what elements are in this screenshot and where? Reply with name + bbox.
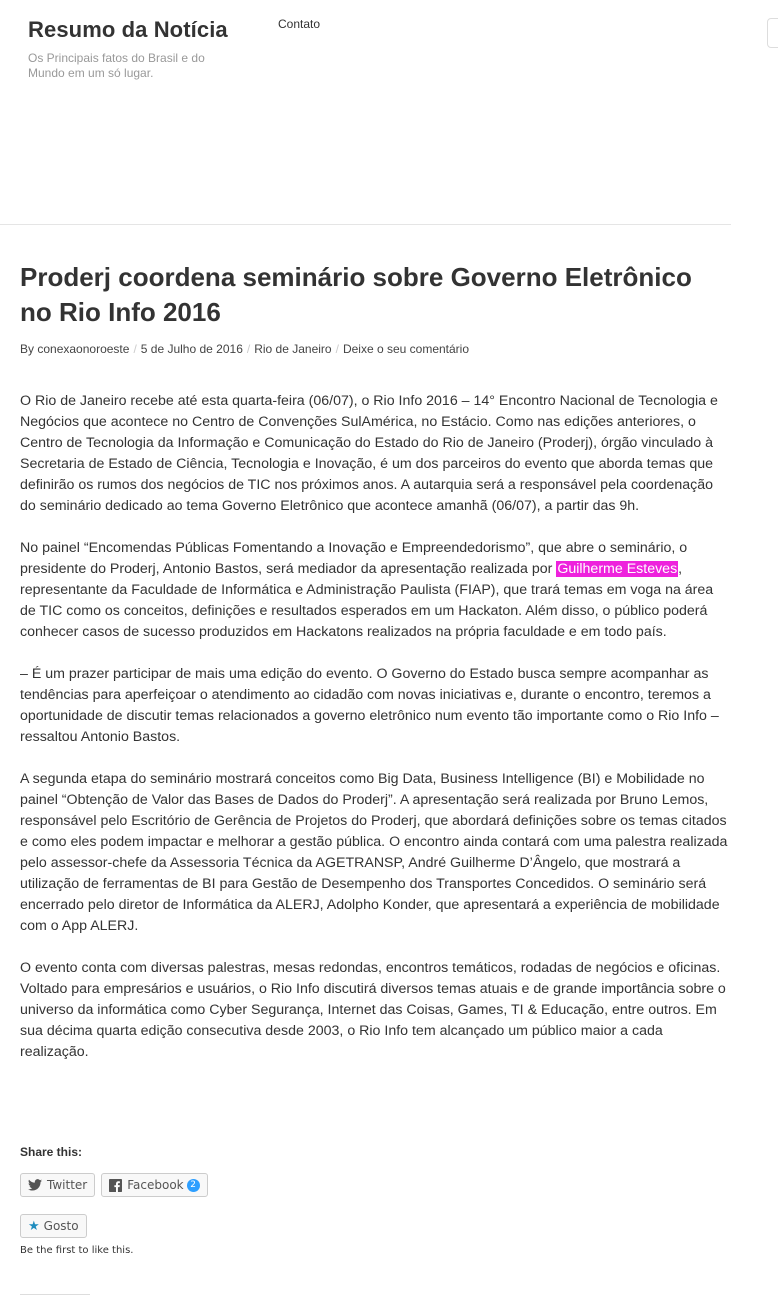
facebook-icon [109, 1179, 122, 1192]
post-meta [20, 342, 469, 356]
paragraph-5: O evento conta com diversas palestras, mesas redondas, encontros temáticos, rodadas de negócios e oficinas. Voltado para empresários e usuários, o Rio Info discutirá diversos temas atuais e de grande importância sobre o universo da informática como Cyber Segurança, Internet das Coisas, Games, TI & Educação, entre outros. Em sua décima quarta edição consecutiva desde 2003, o Rio Info tem alcançado um público maior a cada realização. [20, 960, 726, 1060]
meta-author-link[interactable]: conexaonoroeste [37, 342, 130, 356]
site-title[interactable]: Resumo da Notícia [28, 17, 228, 42]
footer-divider [20, 1294, 90, 1295]
post-title: Proderj coordena seminário sobre Governo Eletrônico no Rio Info 2016 [20, 262, 692, 327]
post-content [20, 391, 732, 1084]
paragraph-4: A segunda etapa do seminário mostrará conceitos como Big Data, Business Intelligence (BI) e Mobilidade no painel “Obtenção de Valor das Bases de Dados do Proderj”. A apresentação será realizada por Bruno Lemos, responsável pelo Escritório de Gerência de Projetos do Proderj, que abordará definições sobre os temas citados e como eles podem impactar e melhorar a gestão pública. O encontro ainda contará com uma palestra realizada pelo assessor-chefe da Assessoria Técnica da AGETRANSP, André Guilherme D’Ângelo, que mostrará a utilização de ferramentas de BI para Gestão de Desempenho dos Transportes Concedidos. O seminário será encerrado pelo diretor de Informática da ALERJ, Adolpho Konder, que apresentará a experiência de mobilidade com o App ALERJ. [20, 771, 728, 934]
like-row [20, 1214, 87, 1238]
paragraph-2-end: , representante da Faculdade de Informática e Administração Paulista (FIAP), que trará temas em voga na área de TIC como os conceitos, definições e resultados esperados em um Hackaton. Além disso, o público poderá conhecer casos de sucesso produzidos em Hackatons realizados na própria faculdade e em todo país. [20, 561, 714, 640]
star-icon: ★ [28, 1218, 40, 1234]
facebook-share-count: 2 [187, 1179, 200, 1192]
paragraph-2 [20, 538, 732, 643]
share-title: Share this: [20, 1145, 83, 1159]
facebook-share-button[interactable] [101, 1173, 207, 1197]
share-buttons [20, 1173, 208, 1197]
paragraph-1: O Rio de Janeiro recebe até esta quarta-feira (06/07), o Rio Info 2016 – 14° Encontro Nacional de Tecnologia e Negócios que acontece no Centro de Convenções SulAmérica, no Estácio. Como nas edições anteriores, o Centro de Tecnologia da Informação e Comunicação do Estado do Rio de Janeiro (Proderj), órgão vinculado à Secretaria de Estado de Ciência, Tecnologia e Inovação, é um dos parceiros do evento que aborda temas que definirão os rumos dos negócios de TIC nos próximos anos. A autarquia será a responsável pela coordenação do seminário dedicado ao tema Governo Eletrônico que acontece amanhã (06/07), a partir das 9h. [20, 393, 718, 514]
search-box[interactable] [767, 18, 778, 48]
highlighted-name: Guilherme Esteves [557, 561, 678, 577]
meta-comment-link[interactable]: Deixe o seu comentário [342, 342, 470, 356]
meta-by: By [20, 342, 35, 356]
like-label: Gosto [43, 1219, 79, 1233]
paragraph-3: – É um prazer participar de mais uma edição do evento. O Governo do Estado busca sempre acompanhar as tendências para aperfeiçoar o atendimento ao cidadão com novas iniciativas e, durante o encontro, teremos a oportunidade de discutir temas relacionados a governo eletrônico num evento tão importante como o Rio Info – ressaltou Antonio Bastos. [20, 666, 719, 745]
meta-date-link[interactable]: 5 de Julho de 2016 [140, 342, 243, 356]
meta-separator: / [133, 342, 137, 356]
meta-separator: / [246, 342, 251, 356]
like-note: Be the first to like this. [20, 1245, 134, 1256]
meta-category-link[interactable]: Rio de Janeiro [254, 342, 332, 356]
like-button[interactable] [20, 1214, 87, 1238]
twitter-bird-icon [28, 1179, 42, 1191]
header-divider [0, 224, 731, 225]
twitter-label: Twitter [47, 1178, 88, 1192]
paragraph-2-start: No painel “Encomendas Públicas Fomentando a Inovação e Empreendedorismo”, que abre o seminário, o presidente do Proderj, Antonio Bastos, será mediador da apresentação realizada por [20, 540, 688, 577]
twitter-share-button[interactable] [20, 1173, 95, 1197]
site-description: Os Principais fatos do Brasil e do Mundo em um só lugar. [28, 51, 205, 80]
facebook-label: Facebook [127, 1178, 184, 1192]
nav-link-contato[interactable]: Contato [278, 17, 321, 31]
meta-separator: / [335, 342, 339, 356]
